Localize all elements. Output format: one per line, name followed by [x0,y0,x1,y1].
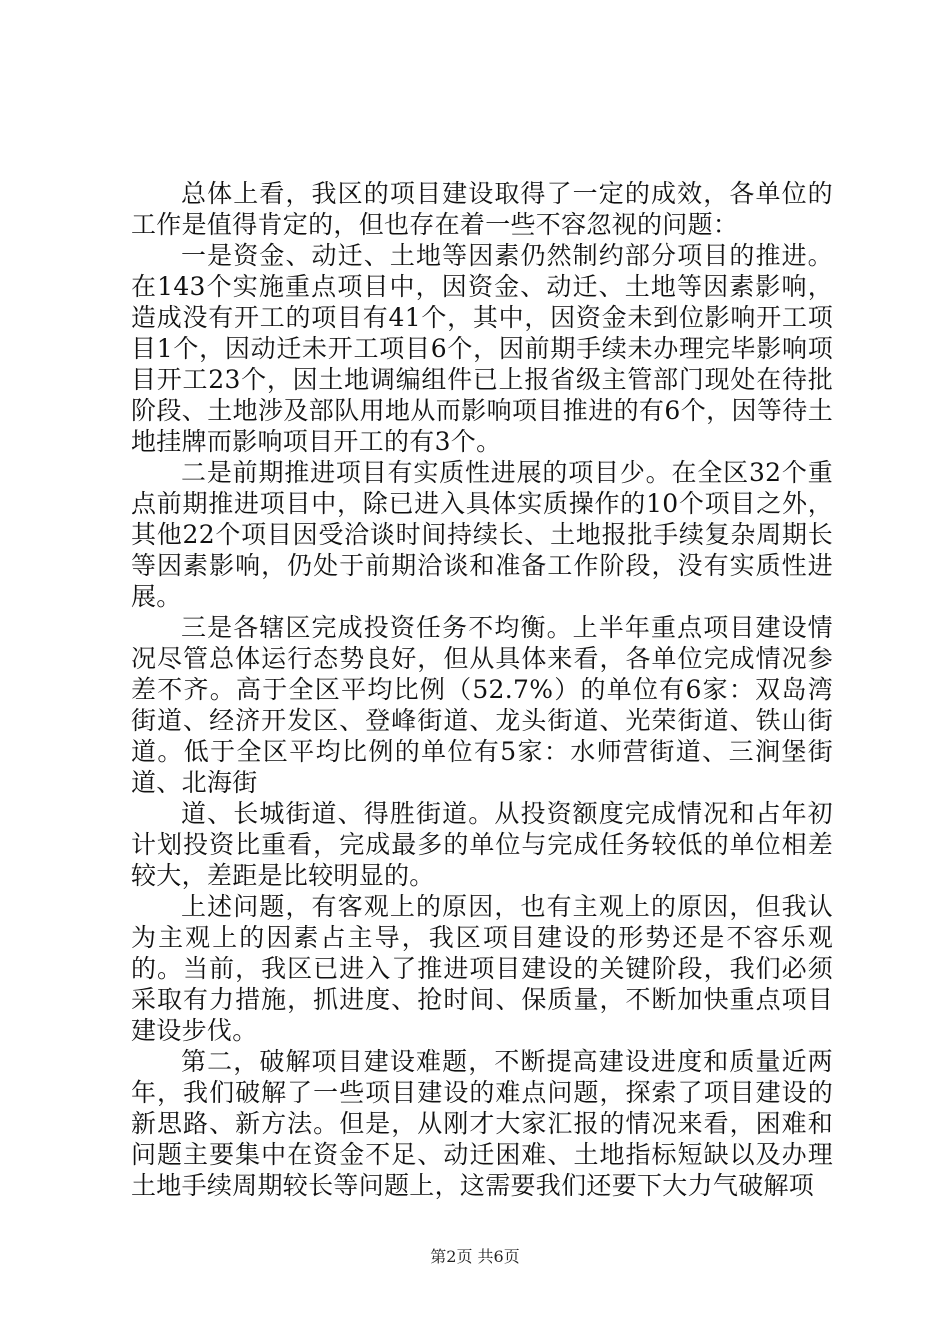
paragraph-issue-three-continued: 道、长城街道、得胜街道。从投资额度完成情况和占年初计划投资比重看，完成最多的单位与完成任务较低的单位相差较大，差距是比较明显的。 [131,799,833,890]
paragraph-issue-two: 二是前期推进项目有实质性进展的项目少。在全区32个重点前期推进项目中，除已进入具体实质操作的10个项目之外，其他22个项目因受洽谈时间持续长、土地报批手续复杂周期长等因素影响，仍处于前期洽谈和准备工作阶段，没有实质性进展。 [131,458,833,611]
paragraph-issue-one: 一是资金、动迁、土地等因素仍然制约部分项目的推进。在143个实施重点项目中，因资金、动迁、土地等因素影响，造成没有开工的项目有41个，其中，因资金未到位影响开工项目1个，因动迁未开工项目6个，因前期手续未办理完毕影响项目开工23个，因土地调编组件已上报省级主管部门现处在待批阶段、土地涉及部队用地从而影响项目推进的有6个，因等待土地挂牌而影响项目开工的有3个。 [131,241,833,456]
paragraph-overview: 总体上看，我区的项目建设取得了一定的成效，各单位的工作是值得肯定的，但也存在着一些不容忽视的问题： [131,179,833,239]
paragraph-issue-three: 三是各辖区完成投资任务不均衡。上半年重点项目建设情况尽管总体运行态势良好，但从具体来看，各单位完成情况参差不齐。高于全区平均比例（52.7%）的单位有6家：双岛湾街道、经济开发区、登峰街道、龙头街道、光荣街道、铁山街道。低于全区平均比例的单位有5家：水师营街道、三涧堡街道、北海街 [131,613,833,797]
page-number-footer: 第2页 共6页 [430,1247,520,1266]
paragraph-analysis: 上述问题，有客观上的原因，也有主观上的原因，但我认为主观上的因素占主导，我区项目建设的形势还是不容乐观的。当前，我区已进入了推进项目建设的关键阶段，我们必须采取有力措施，抓进度、抢时间、保质量，不断加快重点项目建设步伐。 [131,892,833,1045]
document-body [131,178,833,1201]
paragraph-second-point: 第二，破解项目建设难题，不断提高建设进度和质量近两年，我们破解了一些项目建设的难点问题，探索了项目建设的新思路、新方法。但是，从刚才大家汇报的情况来看，困难和问题主要集中在资金不足、动迁困难、土地指标短缺以及办理土地手续周期较长等问题上，这需要我们还要下大力气破解项 [131,1047,833,1200]
